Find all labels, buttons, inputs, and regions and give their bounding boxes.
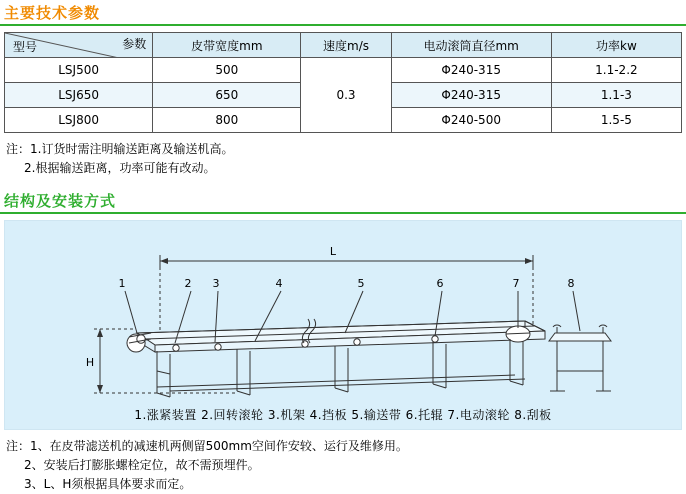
cell-power: 1.1-3: [551, 83, 681, 108]
structure-title: 结构及安装方式: [4, 192, 117, 210]
cell-speed: 0.3: [301, 58, 391, 133]
callout-1: 1: [118, 277, 126, 290]
cell-width: 800: [153, 108, 301, 133]
cell-power: 1.5-5: [551, 108, 681, 133]
column-header-width: 皮带宽度mm: [153, 33, 301, 58]
note-line: 2、安装后打膨胀螺栓定位，故不需预埋件。: [24, 458, 260, 472]
column-header-drum: 电动滚筒直径mm: [391, 33, 551, 58]
callout-6: 6: [436, 277, 444, 290]
note-line: 注：1.订货时需注明输送距离及输送机高。: [6, 142, 234, 156]
note-line: 注：1、在皮带滤送机的减速机两侧留500mm空间作安较、运行及维修用。: [6, 439, 408, 453]
cell-drum: Φ240-500: [391, 108, 551, 133]
cell-width: 650: [153, 83, 301, 108]
note-line: 2.根据输送距离，功率可能有改动。: [24, 161, 216, 175]
column-header-speed: 速度m/s: [301, 33, 391, 58]
dimension-label-height: H: [85, 356, 95, 369]
cell-drum: Φ240-315: [391, 58, 551, 83]
callout-8: 8: [567, 277, 575, 290]
title-divider-2: [0, 212, 686, 214]
callout-5: 5: [357, 277, 365, 290]
table-header-row: [5, 33, 682, 58]
corner-split-cell: [5, 33, 153, 58]
diagram-drawing: [5, 221, 681, 429]
title-divider: [0, 24, 686, 26]
corner-parameter-label: 参数: [122, 37, 147, 51]
cell-power: 1.1-2.2: [551, 58, 681, 83]
cell-drum: Φ240-315: [391, 83, 551, 108]
note-line: 3、L、H须根据具体要求而定。: [24, 477, 192, 491]
cell-model: LSJ650: [5, 83, 153, 108]
cell-model: LSJ800: [5, 108, 153, 133]
structure-section-header: [0, 188, 686, 214]
bottom-notes: [6, 437, 686, 494]
corner-model-label: 型号: [13, 40, 38, 54]
diagram-legend: 1.涨紧装置 2.回转滚轮 3.机架 4.挡板 5.输送带 6.托辊 7.电动滚轮 8.刮板: [134, 408, 552, 422]
callout-3: 3: [212, 277, 220, 290]
column-header-power: 功率kw: [551, 33, 681, 58]
dimension-label-length: L: [329, 245, 337, 258]
callout-7: 7: [512, 277, 520, 290]
conveyor-diagram: [4, 220, 682, 430]
page-title: 主要技术参数: [4, 4, 101, 22]
cell-model: LSJ500: [5, 58, 153, 83]
callout-2: 2: [184, 277, 192, 290]
params-section-header: [0, 0, 686, 26]
table-row: [5, 58, 682, 83]
spec-table: [4, 32, 682, 133]
cell-width: 500: [153, 58, 301, 83]
callout-4: 4: [275, 277, 283, 290]
top-notes: [6, 140, 686, 178]
